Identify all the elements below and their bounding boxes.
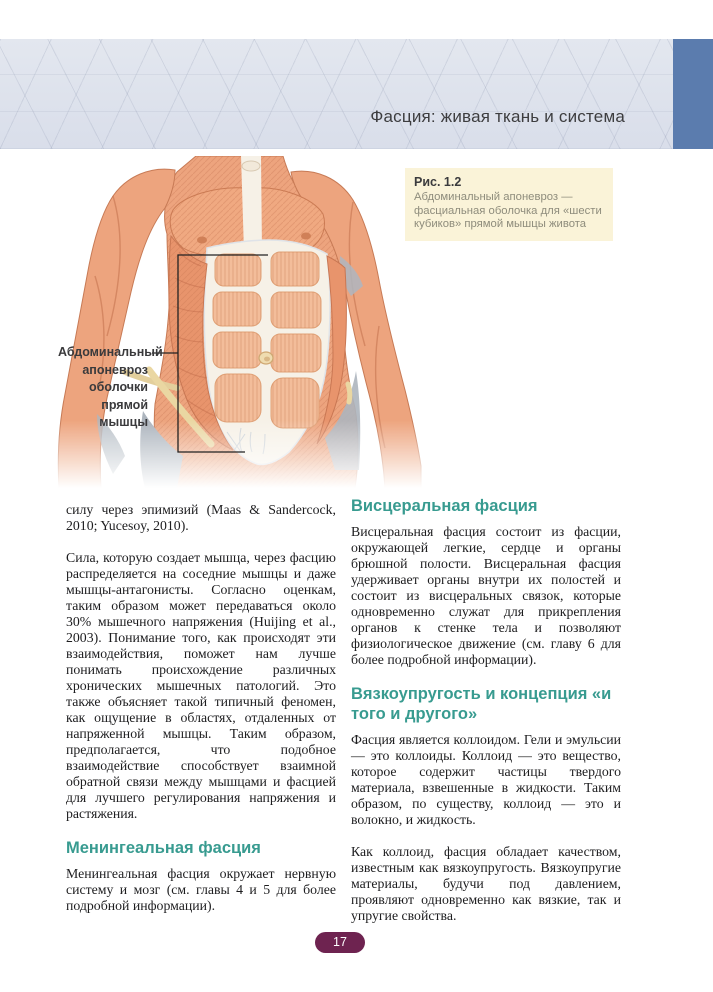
figure-caption-text: Абдоминальный апоневроз — фасциальная оболочка для «шести кубиков» прямой мышцы живота <box>414 191 602 230</box>
torso-illustration <box>55 156 425 488</box>
paragraph: Висцеральная фасция состоит из фасции, окружающей легкие, сердце и органы брюшной полости. Висцеральная фасция удерживает органы внутри их полостей и состоит из висцеральных связок, которые одновременно служат для прикрепления органов к стенке тела и позволяют физиологическое движение (см. главу 6 для более подробной информации). <box>351 524 621 667</box>
figure-label-line: Абдоминальный <box>58 345 163 359</box>
section-heading-meningeal: Менингеальная фасция <box>66 839 261 857</box>
figure-label-line: прямой мышцы <box>99 397 148 429</box>
chapter-edge-tab <box>673 39 713 149</box>
section-heading-visceral: Висцеральная фасция <box>351 497 538 515</box>
figure-label-line: оболочки <box>89 380 148 394</box>
chapter-title: Фасция: живая ткань и система <box>370 107 625 126</box>
figure-caption-title: Рис. 1.2 <box>414 175 462 189</box>
paragraph: Как коллоид, фасция обладает качеством, известным как вязкоупругость. Вязкоупругие материалы, будучи под давлением, проявляют одновременно как вязкие, так и упругие свойства. <box>351 844 621 923</box>
page-number-badge: 17 <box>315 932 365 953</box>
column-right <box>351 494 621 940</box>
figure-label <box>58 344 163 432</box>
paragraph: Сила, которую создает мышца, через фасцию распределяется на соседние мышцы и даже мышцы-антагонисты. Согласно оценкам, таким образом может передаваться около 30% мышечного напряжения (Huijing et al., 2003). Понимание того, как происходят эти взаимодействия, поможет нам лучше понимать происхождение различных хронических мышечных патологий. Это также объясняет такой типичный феномен, как ощущение в областях, отдаленных от напряженной мышцы. Таким образом, предполагается, что подобное взаимодействие способствует взаимной обратной связи между мышцами и фасцией для лучшего регулирования напряжения и растяжения. <box>66 550 336 821</box>
section-heading-viscoelasticity: Вязкоупругость и концепция «и того и другого» <box>351 685 612 723</box>
paragraph: Менингеальная фасция окружает нервную систему и мозг (см. главы 4 и 5 для более подробной информации). <box>66 866 336 913</box>
figure-caption-box <box>405 168 613 241</box>
paragraph: Фасция является коллоидом. Гели и эмульсии — это коллоиды. Коллоид — это вещество, которое содержит частицы твердого материала, взвешенные в жидкости. Таким образом, по существу, коллоид — это и волокно, и жидкость. <box>351 732 621 827</box>
column-left <box>66 502 336 930</box>
chapter-header-band <box>0 39 673 149</box>
paragraph: силу через эпимизий (Maas & Sandercock, 2010; Yucesoy, 2010). <box>66 502 336 533</box>
figure-label-line: апоневроз <box>82 362 148 377</box>
